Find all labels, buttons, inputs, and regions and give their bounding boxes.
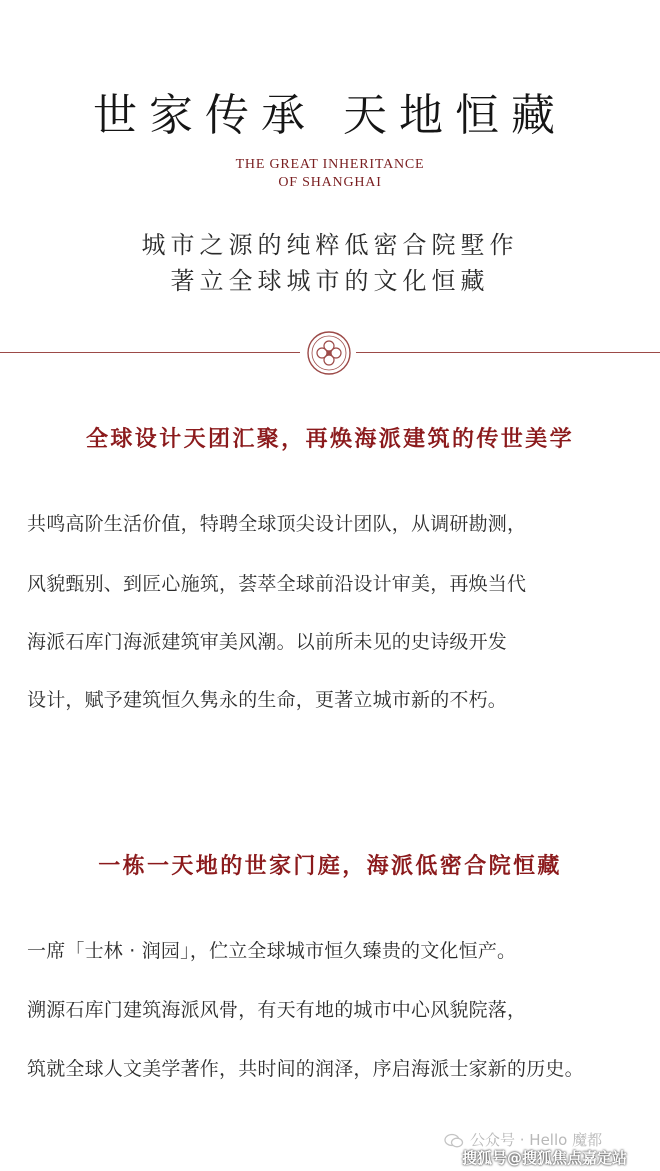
section1-line: 风貌甄别、到匠心施筑，荟萃全球前沿设计审美，再焕当代 <box>27 573 527 595</box>
hero-title <box>0 88 660 144</box>
tagline-line1: 城市之源的纯粹低密合院墅作 <box>141 231 519 259</box>
section2-heading: 一栋一天地的世家门庭，海派低密合院恒藏 <box>98 854 562 879</box>
section2-line: 筑就全球人文美学著作，共时间的润泽，序启海派士家新的历史。 <box>27 1058 584 1080</box>
section1-heading: 全球设计天团汇聚，再焕海派建筑的传世美学 <box>85 427 574 452</box>
wechat-watermark-text: 公众号 · Hello 魔都 <box>470 1131 603 1149</box>
english-subtitle-line1: THE GREAT INHERITANCE <box>235 157 425 172</box>
section2-line: 一席「士林 · 润园」，伫立全球城市恒久臻贵的文化恒产。 <box>27 940 517 962</box>
wechat-watermark <box>444 1130 602 1150</box>
divider-left <box>0 352 300 353</box>
wechat-icon <box>444 1133 464 1149</box>
section1-line: 设计，赋予建筑恒久隽永的生命，更著立城市新的不朽。 <box>27 689 508 711</box>
hero-title-left: 世家传承 <box>93 90 317 141</box>
hero-title-right: 天地恒藏 <box>343 90 567 141</box>
divider-right <box>356 352 660 353</box>
tagline-line2: 著立全球城市的文化恒藏 <box>170 267 490 295</box>
english-subtitle-line2: OF SHANGHAI <box>278 175 382 190</box>
sohu-watermark: 搜狐号@搜狐焦点嘉定站 <box>462 1149 628 1167</box>
section1-line: 共鸣高阶生活价值，特聘全球顶尖设计团队，从调研勘测， <box>27 513 527 535</box>
ornament-emblem-icon <box>306 330 352 376</box>
section2-line: 溯源石库门建筑海派风骨，有天有地的城市中心风貌院落， <box>27 999 527 1021</box>
section1-line: 海派石库门海派建筑审美风潮。以前所未见的史诗级开发 <box>27 631 508 653</box>
